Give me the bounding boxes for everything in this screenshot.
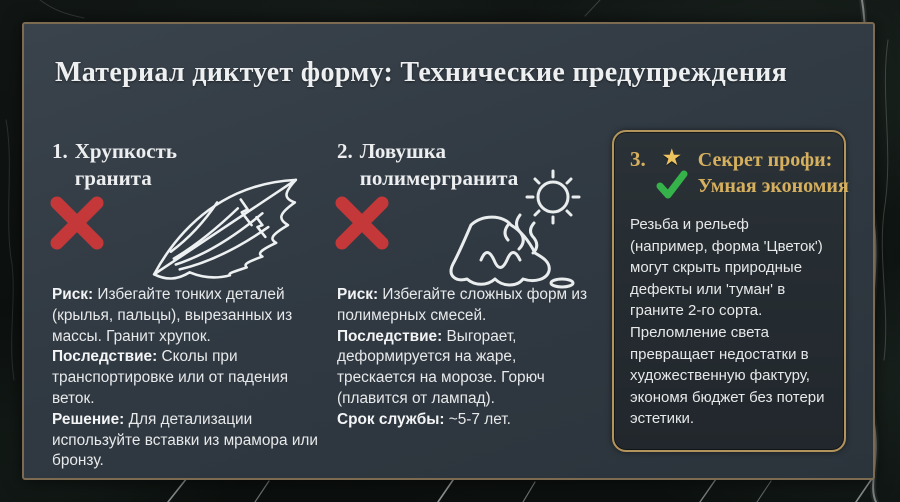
star-icon: ★ [661,145,683,170]
cracked-wing-icon [146,170,304,294]
pro-tip-heading [630,145,849,201]
lifespan-text: ~5-7 лет. [448,410,511,428]
risk-text: Избегайте тонких деталей (крылья, пальцы), вырезанных из массы. Гранит хрупок. [52,286,293,345]
consequence-text: Сколы при транспортировке или от падения веток. [52,348,289,407]
risk-line [52,285,334,347]
lifespan-line [337,410,595,431]
solution-text: Для детализации используйте вставки из мрамора или бронзу. [52,410,318,470]
column2-heading-line1: Ловушка [359,139,446,163]
consequence-line [337,327,595,410]
pro-tip-number: 3. [630,147,646,171]
risk-label: Риск: [52,286,94,303]
reject-x-icon [47,193,107,253]
main-panel [22,22,875,480]
pro-tip-body: Резьба и рельеф (например, форма 'Цветок') могут скрыть природные дефекты или 'туман' в граните 2-го сорта. Преломление света превращает недостатки в художественную фактуру, экономя бюджет без потери эстетики. [630,216,825,428]
solution-line [52,410,334,472]
pro-tip-heading-line2: Умная экономия [697,175,849,198]
consequence-text: Выгорает, деформируется на жаре, трескается на морозе. Горюч (плавится от лампад). [337,327,545,407]
column2-number: 2. [337,139,353,163]
melting-stone-sun-icon [425,163,587,303]
column1-body [52,285,334,472]
column2-heading-line2: полимергранита [359,165,519,190]
column1-heading-line1: Хрупкость [74,139,177,163]
pro-tip-box [612,130,849,452]
risk-line [337,285,595,327]
consequence-label: Последствие: [337,327,443,345]
consequence-line [52,347,334,409]
column1-heading-line2: гранита [74,165,152,190]
slide-title: Материал диктует форму: Технические предупреждения [55,57,788,88]
risk-text: Избегайте сложных форм из полимерных смесей. [337,286,588,324]
risk-label: Риск: [337,286,379,303]
solution-label: Решение: [52,410,125,428]
lifespan-label: Срок службы: [337,410,445,428]
consequence-label: Последствие: [52,348,158,366]
column1-number: 1. [52,139,68,163]
column2-body [337,285,595,431]
pro-tip-heading-line1: Секрет профи: [697,149,833,171]
green-check-icon [655,169,689,201]
reject-x-icon [332,193,392,253]
